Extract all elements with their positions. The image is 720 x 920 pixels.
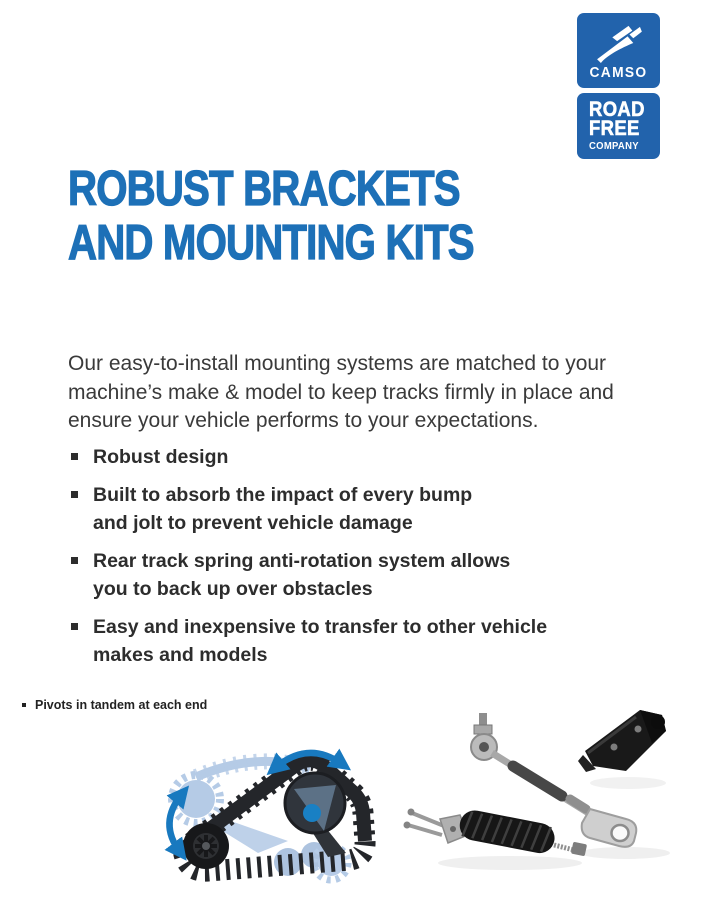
pivot-dot [303, 804, 321, 822]
road-free-company-logo [577, 93, 660, 159]
pivot-caption-text: Pivots in tandem at each end [35, 698, 208, 712]
bullet-square-icon [71, 557, 78, 564]
pivot-caption [22, 698, 207, 712]
camso-wordmark: CAMSO [589, 65, 648, 81]
intro-line-2: machine’s make & model to keep tracks firmly in place and [68, 380, 614, 404]
mounting-kit-parts-photo [400, 695, 720, 885]
list-item: Easy and inexpensive to transfer to other vehicle makes and models [68, 613, 547, 669]
track-pivot-illustration [138, 723, 410, 900]
brand-logo-stack [577, 13, 660, 159]
page-title-line-2: AND MOUNTING KITS [68, 216, 474, 270]
camso-logo [577, 13, 660, 88]
feature-text: Robust design [93, 446, 229, 468]
bullet-square-icon [22, 703, 26, 707]
roadfree-line-3: COMPANY [589, 141, 639, 152]
spring-damper-graphic [404, 808, 588, 856]
intro-paragraph [68, 350, 614, 436]
intro-line-1: Our easy-to-install mounting systems are matched to your [68, 352, 607, 375]
list-item: Built to absorb the impact of every bump and jolt to prevent vehicle damage [68, 481, 547, 537]
list-item: Rear track spring anti-rotation system allows you to back up over obstacles [68, 547, 547, 603]
shadow [438, 856, 582, 870]
camso-emblem-icon [593, 24, 645, 64]
list-item [68, 443, 547, 471]
roadfree-line-2: FREE [589, 117, 640, 140]
roadfree-line-1: ROAD [589, 98, 645, 121]
shadow [580, 847, 670, 859]
feature-text: Rear track spring anti-rotation system allows [93, 550, 511, 572]
page-title-line-1: ROBUST BRACKETS [68, 162, 460, 216]
bracket-graphic [578, 710, 666, 772]
feature-text: Easy and inexpensive to transfer to other vehicle [93, 616, 548, 638]
bullet-square-icon [71, 453, 78, 460]
bullet-square-icon [71, 491, 78, 498]
intro-line-3: ensure your vehicle performs to your expectations. [68, 409, 539, 433]
feature-list [68, 443, 547, 679]
page-title [68, 162, 563, 270]
feature-text: Built to absorb the impact of every bump [93, 484, 473, 506]
bullet-square-icon [71, 623, 78, 630]
shadow [590, 777, 666, 789]
